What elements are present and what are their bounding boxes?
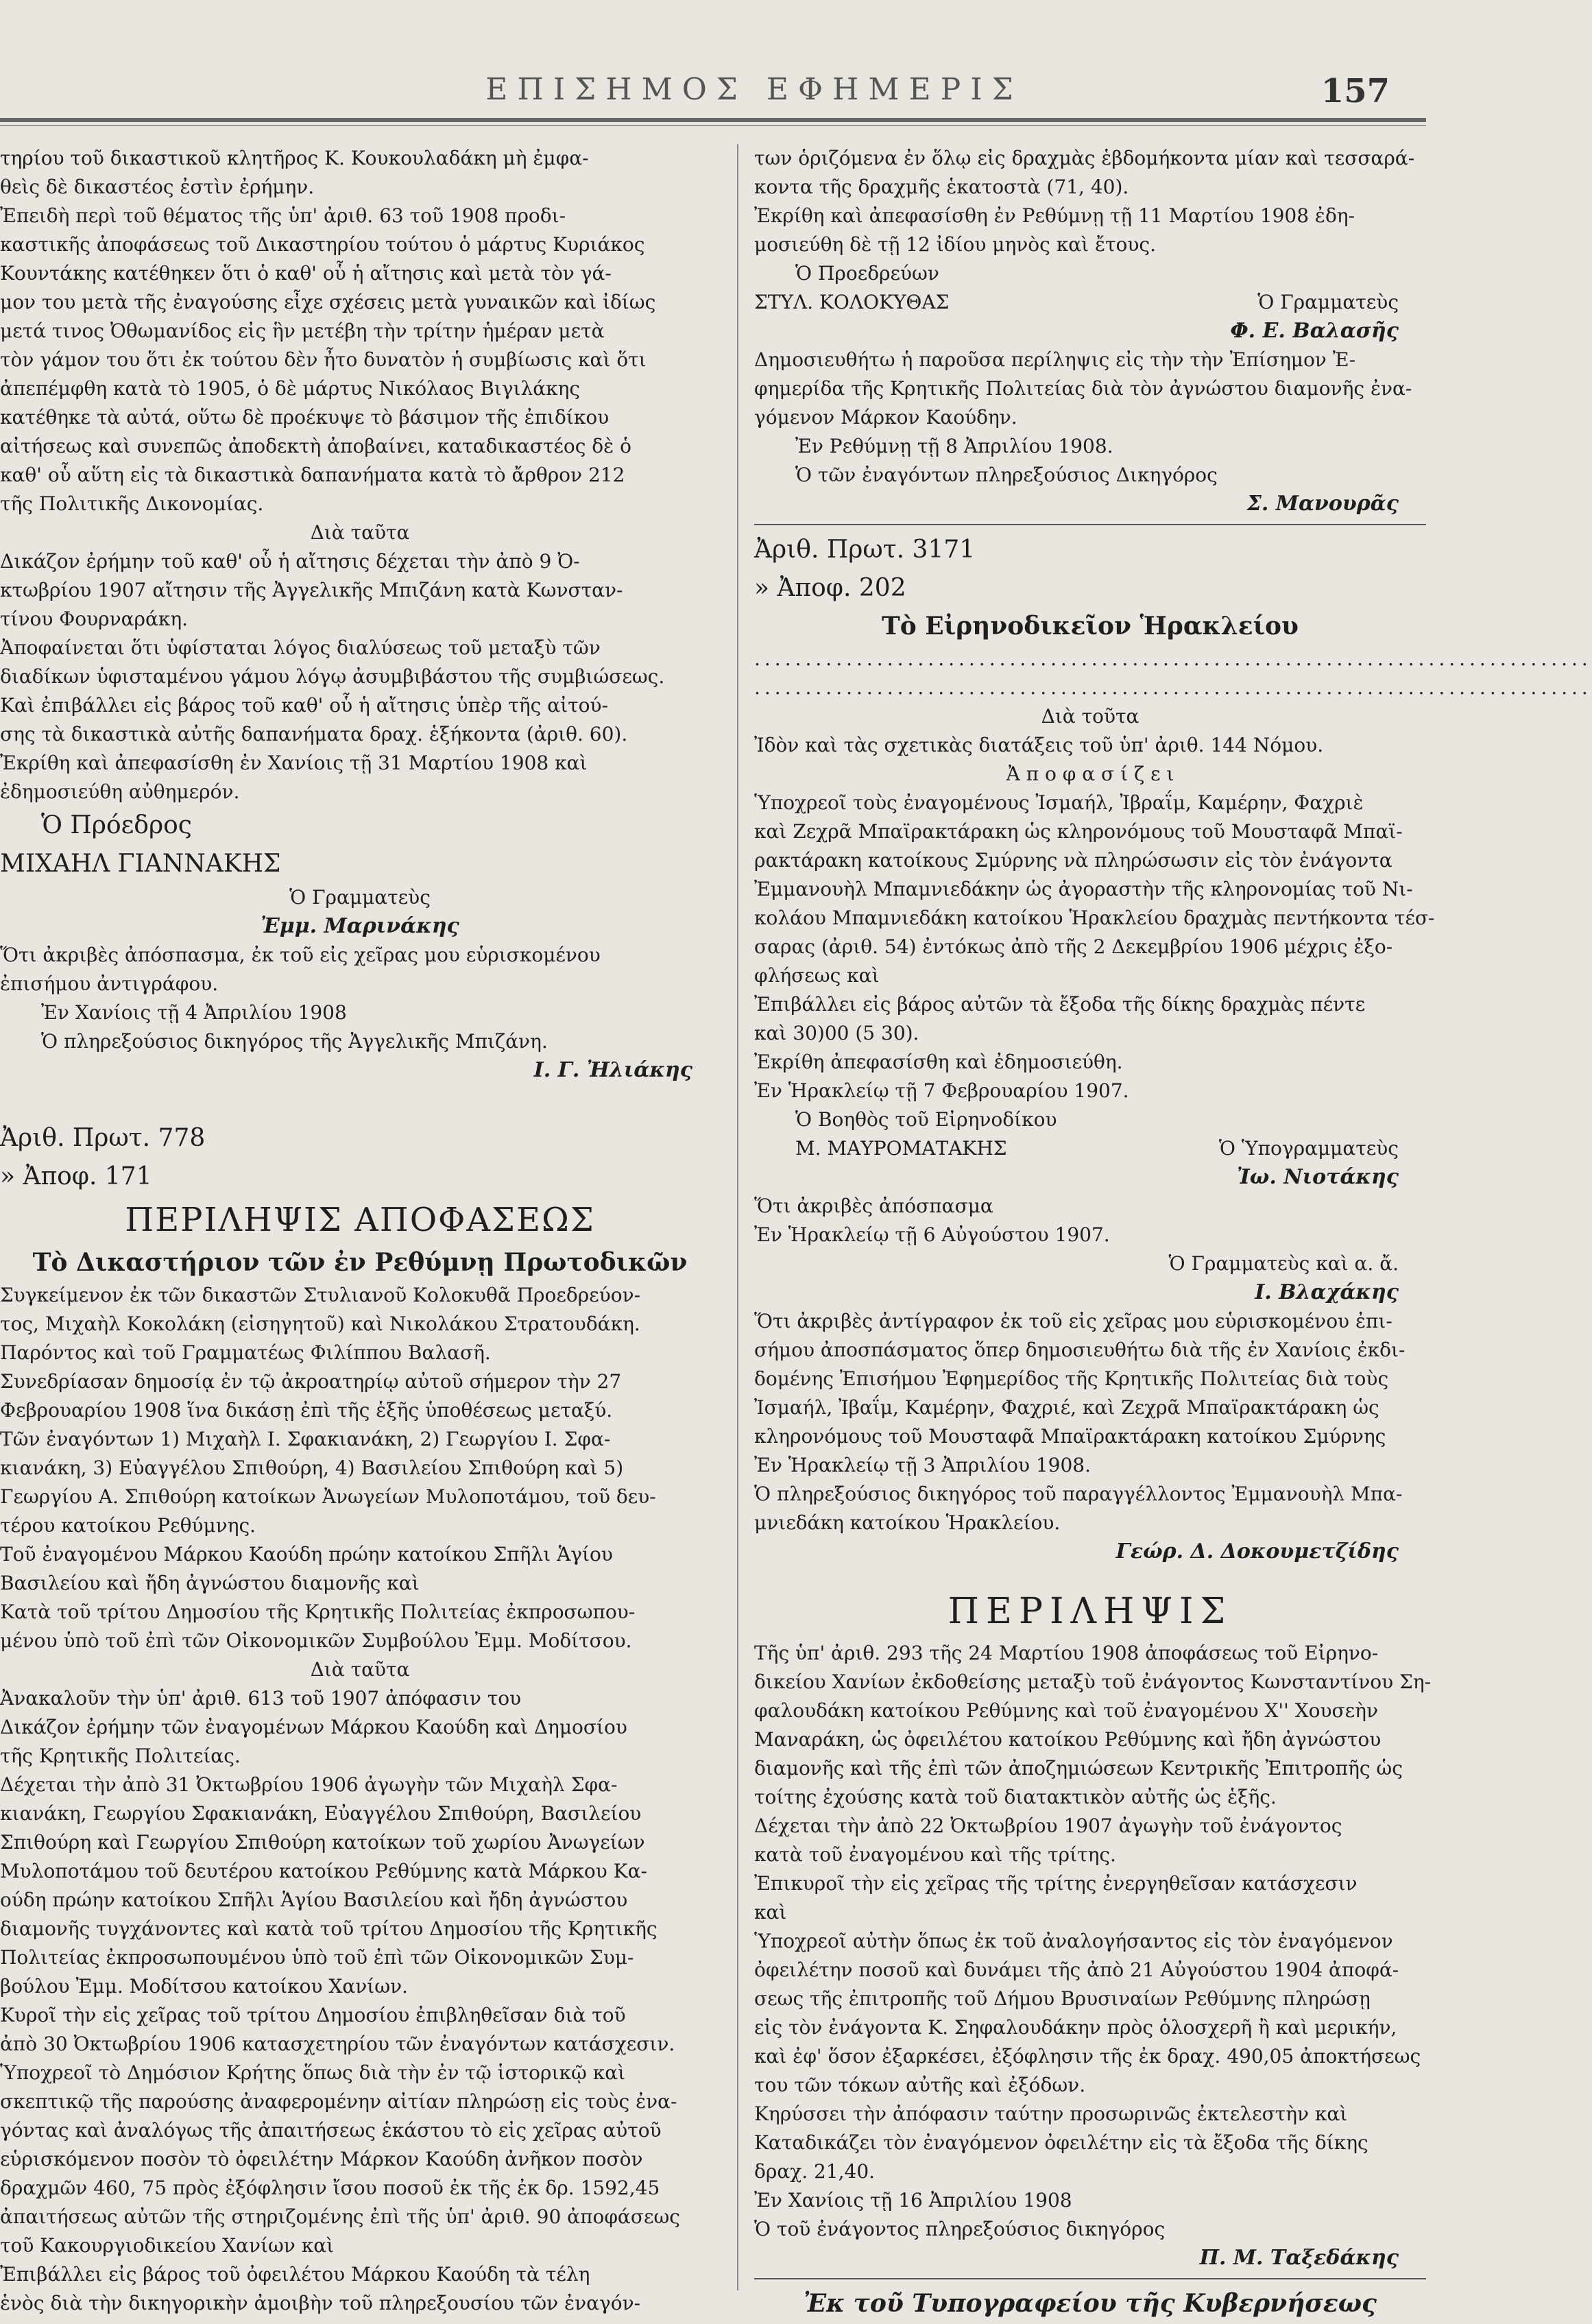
text-line: κατέθηκε τὰ αὐτά, οὕτω δὲ προέκυψε τὸ βάσιμον τῆς ἐπιδίκου [0,406,610,429]
text-line: Ἐν Ἡρακλείῳ τῇ 7 Φεβρουαρίου 1907. [754,1079,1129,1102]
text-line: Ἐπικυροῖ τὴν εἰς χεῖρας τῆς τρίτης ἐνεργηθεῖσαν κατάσχεσιν [754,1872,1358,1895]
text-line: Καταδικάζει τὸν ἐναγόμενον ὀφειλέτην εἰς τὰ ἔξοδα τῆς δίκης [754,2131,1368,2154]
text-line: Τῆς ὑπ' ἀριθ. 293 τῆς 24 Μαρτίου 1908 ἀποφάσεως τοῦ Εἰρηνο- [754,1642,1379,1664]
text-line: εἰς τὸν ἐνάγοντα Κ. Σηφαλουδάκην πρὸς ὁλοσχερῆ ἢ καὶ μερικήν, [754,2016,1397,2039]
text-line: φαλουδάκη κατοίκου Ρεθύμνης καὶ τοῦ ἐναγομένου Χ'' Χουσεὴν [754,1699,1378,1722]
secretary-signature: Φ. Ε. Βαλασῆς [1230,319,1399,343]
text-line: Δικάζον ἐρήμην τῶν ἐναγομένων Μάρκου Καούδη καὶ Δημοσίου [0,1716,627,1738]
lawyer-signature: Ι. Γ. Ἠλιάκης [533,1058,692,1082]
text-line: ἐπισήμου ἀντιγράφου. [0,972,219,995]
text-line: Συγκείμενον ἐκ τῶν δικαστῶν Στυλιανοῦ Κολοκυθᾶ Προεδρεύον- [0,1284,641,1306]
text-line: Ἐκρίθη καὶ ἀπεφασίσθη ἐν Χανίοις τῇ 31 Μαρτίου 1908 καὶ [0,752,588,774]
section-dia-tauta: Διὰ ταῦτα [310,1658,410,1681]
lawyer-line: Ὁ πληρεξούσιος δικηγόρος τῆς Ἀγγελικῆς Μπιζάνη. [41,1030,548,1053]
ellipsis-line: .................................................................................. [754,676,1592,699]
text-line: Βασιλείου καὶ ἤδη ἀγνώστου διαμονῆς καὶ [0,1572,420,1594]
text-line: μον του μετὰ τῆς ἐναγούσης εἶχε σχέσεις μετὰ γυναικῶν καὶ ἰδίως [0,291,656,313]
text-line: Ὑποχρεοῖ αὐτὴν ὅπως ἐκ τοῦ ἀναλογήσαντος εἰς τὸν ἐναγόμενον [754,1930,1393,1952]
text-line: Ἐπιβάλλει εἰς βάρος τοῦ ὀφειλέτου Μάρκου Καούδη τὰ τέλη [0,2263,590,2286]
header-rule [0,118,1426,122]
text-line: μοσιεύθη δὲ τῇ 12 ἰδίου μηνὸς καὶ ἔτους. [754,233,1156,256]
president-title: Ὁ Προεδρεύων [795,262,939,285]
text-line: ρακτάρακη κατοίκους Σμύρνης νὰ πληρώσωσιν εἰς τὸν ἐνάγοντα [754,849,1392,872]
court-name: Τὸ Δικαστήριον τῶν ἐν Ρεθύμνῃ Πρωτοδικῶν [32,1248,688,1277]
text-line: τὸν γάμον του ὅτι ἐκ τούτου δὲν ἦτο δυνατὸν ἡ συμβίωσις καὶ ὅτι [0,348,647,371]
text-line: Ἀποφαίνεται ὅτι ὑφίσταται λόγος διαλύσεως τοῦ μεταξὺ τῶν [0,636,601,659]
paragraph [754,1639,1432,2244]
text-line: τοῦ Κακουργιοδικείου Χανίων καὶ [0,2234,335,2257]
president-name: ΜΙΧΑΗΛ ΓΙΑΝΝΑΚΗΣ [0,850,281,878]
text-line: τῆς Κρητικῆς Πολιτείας. [0,1745,241,1767]
text-line: καστικῆς ἀποφάσεως τοῦ Δικαστηρίου τούτου ὁ μάρτυς Κυριάκος [0,233,645,256]
text-line: κληρονόμους τοῦ Μουσταφᾶ Μπαϊρακτάρακη κατοίκου Σμύρνης [754,1425,1386,1448]
text-line: Ἐμμανουὴλ Μπαμνιεδάκην ὡς ἀγοραστὴν τῆς κληρονομίας τοῦ Νι- [754,878,1413,900]
text-line: Ἰσμαήλ, Ἰβαΐμ, Καμέρην, Φαχριέ, καὶ Ζεχρᾶ Μπαϊρακτάρακη ὡς [754,1396,1379,1419]
paragraph [0,1281,720,1655]
text-line: τῆς Πολιτικῆς Δικονομίας. [0,492,264,515]
text-line: Ἐν Ἡρακλείῳ τῇ 3 Ἀπριλίου 1908. [754,1454,1092,1476]
text-line: των ὁριζόμενα ἐν ὅλῳ εἰς δραχμὰς ἑβδομήκοντα μίαν καὶ τεσσαρά- [754,147,1415,169]
text-line: διαδίκων ὑφισταμένου γάμου λόγῳ ἀσυμβιβάστου τῆς συμβιώσεως. [0,665,665,688]
text-line: ἀπαιτήσεως αὐτῶν τῆς στηριζομένης ἐπὶ τῆς ὑπ' ἀριθ. 90 ἀποφάσεως [0,2205,680,2228]
lawyer-line: Ὁ τῶν ἐναγόντων πληρεξούσιος Δικηγόρος [795,464,1218,486]
text-line: του τῶν τόκων αὐτῆς καὶ ἐξόδων. [754,2074,1086,2096]
text-line: Γεωργίου Α. Σπιθούρη κατοίκων Ἀνωγείων Μυλοποτάμου, τοῦ δευ- [0,1485,656,1508]
paragraph [754,144,1426,259]
text-line: αἰτήσεως καὶ συνεπῶς ἀποδεκτὴ ἀποβαίνει, καταδικαστέος δὲ ὁ [0,435,631,457]
text-line: Ὁ πληρεξούσιος δικηγόρος τοῦ παραγγέλλοντος Ἐμμανουὴλ Μπα- [754,1483,1403,1505]
text-line: τος, Μιχαὴλ Κοκολάκη (εἰσηγητοῦ) καὶ Νικολάκου Στρατουδάκη. [0,1313,640,1335]
section-title: ΠΕΡΙΛΗΨΙΣ ΑΠΟΦΑΣΕΩΣ [125,1201,595,1239]
text-line: Καὶ ἐπιβάλλει εἰς βάρος τοῦ καθ' οὗ ἡ αἴτησις ὑπὲρ τῆς αἰτού- [0,694,608,717]
text-line: ἀπεπέμφθη κατὰ τὸ 1905, ὁ δὲ μάρτυς Νικόλαος Βιγιλάκης [0,377,581,400]
text-line: τηρίου τοῦ δικαστικοῦ κλητῆρος Κ. Κουκουλαδάκη μὴ ἐμφα- [0,147,589,169]
text-line: Τῶν ἐναγόντων 1) Μιχαὴλ Ι. Σφακιανάκη, 2) Γεωργίου Ι. Σφα- [0,1428,611,1450]
left-column [0,144,720,2318]
paragraph [754,789,1435,1105]
secretary-title: Ὁ Γραμματεὺς [1257,291,1399,313]
text-line: Ὅτι ἀκριβὲς ἀπόσπασμα, ἐκ τοῦ εἰς χεῖρας μου εὑρισκομένου [0,944,601,966]
section-apofasizei: Ἀ π ο φ α σ ί ζ ε ι [1006,763,1174,785]
text-line: Ἐν Χανίοις τῇ 16 Ἀπριλίου 1908 [754,2189,1072,2212]
header-rule-thin [0,125,1426,126]
text-line: μετά τινος Ὀθωμανίδος εἰς ἣν μετέβη τὴν τρίτην ἡμέραν μετὰ [0,320,605,342]
secretary-signature: Ἐμμ. Μαρινάκης [261,914,459,938]
gazette-title: ΕΠΙΣΗΜΟΣ ΕΦΗΜΕΡΙΣ [485,72,1023,107]
text-line: δικείου Χανίων ἐκδοθείσης μεταξὺ τοῦ ἐνάγοντος Κωνσταντίνου Ση- [754,1670,1432,1693]
text-line: Ἐκρίθη καὶ ἀπεφασίσθη ἐν Ρεθύμνῃ τῇ 11 Μαρτίου 1908 ἐδη- [754,204,1355,227]
section-dia-tauta: Διὰ ταῦτα [310,521,410,544]
text-line: Ἐπειδὴ περὶ τοῦ θέματος τῆς ὑπ' ἀριθ. 63 τοῦ 1908 προδι- [0,204,566,227]
text-line: κιανάκη, 3) Εὐαγγέλου Σπιθούρη, 4) Βασιλείου Σπιθούρη καὶ 5) [0,1457,624,1479]
text-line: Μυλοποτάμου τοῦ δευτέρου κατοίκου Ρεθύμνης κατὰ Μάρκου Κα- [0,1860,647,1882]
text-line: καὶ Ζεχρᾶ Μπαϊρακτάρακη ὡς κληρονόμους τοῦ Μουσταφᾶ Μπαϊ- [754,820,1403,843]
lawyer-signature: Γεώρ. Δ. Δοκουμετζίδης [1115,1540,1399,1564]
text-line: σκεπτικῷ τῆς παρούσης ἀναφερομένην αἰτίαν πληρώσῃ εἰς τοὺς ἐνα- [0,2090,677,2113]
text-line: διαμονῆς καὶ τῆς ἐπὶ τῶν ἀποζημιώσεων Κεντρικῆς Ἐπιτροπῆς ὡς [754,1757,1403,1780]
text-line: καὶ 30)00 (5 30). [754,1022,919,1044]
text-line: σης τὰ δικαστικὰ αὐτῆς δαπανήματα δραχ. ἑξήκοντα (ἀριθ. 60). [0,723,628,745]
text-line: κατὰ τοῦ ἐναγομένου καὶ τῆς τρίτης. [754,1843,1116,1866]
section-dia-touta: Διὰ τοῦτα [1041,705,1139,728]
text-line: εὑρισκόμενον ποσὸν τὸ ὀφειλέτην Μάρκον Καούδη ἀνῆκον ποσὸν [0,2148,643,2170]
text-line: Μαναράκη, ὡς ὀφειλέτου κατοίκου Ρεθύμνης καὶ ἤδη ἀγνώστου [754,1728,1382,1751]
text-line: ἀπὸ 30 Ὀκτωβρίου 1906 κατασχετηρίου τῶν ἐναγόντων κατάσχεσιν. [0,2033,675,2055]
text-line: ὀφειλέτην ποσοῦ καὶ δυνάμει τῆς ἀπὸ 21 Αὐγούστου 1904 ἀποφά- [754,1958,1399,1981]
text-line: Ἐν Ἡρακλείῳ τῇ 6 Αὐγούστου 1907. [754,1223,1110,1246]
text-line: τοίτης ἐχούσης κατὰ τοῦ διατακτικὸν αὐτῆς ὡς ἑξῆς. [754,1786,1277,1808]
text-line: κτωβρίου 1907 αἴτησιν τῆς Ἀγγελικῆς Μπιζάνη κατὰ Κωνσταν- [0,579,623,601]
section-title: ΠΕΡΙΛΗΨΙΣ [948,1591,1233,1632]
text-line: ἐδημοσιεύθη αὐθημερόν. [0,780,240,803]
text-line: κολάου Μπαμνιεδάκη κατοίκου Ἡρακλείου δραχμὰς πεντήκοντα τέσ- [754,907,1435,929]
separator [754,2278,1426,2279]
law-reference: Ἰδὸν καὶ τὰς σχετικὰς διατάξεις τοῦ ὑπ' ἀριθ. 144 Νόμου. [754,734,1324,756]
paragraph [0,547,720,806]
under-secretary-title: Ὁ Ὑπογραμματεὺς [1218,1137,1399,1160]
text-line: Ὅτι ἀκριβὲς ἀπόσπασμα [754,1195,993,1217]
text-line: ούδη πρώην κατοίκου Σπῆλι Ἁγίου Βασιλείου καὶ ἤδη ἀγνώστου [0,1889,628,1911]
text-line: Κουντάκης κατέθηκεν ὅτι ὁ καθ' οὗ ἡ αἴτησις καὶ μετὰ τὸν γά- [0,262,612,285]
text-line: Κατὰ τοῦ τρίτου Δημοσίου τῆς Κρητικῆς Πολιτείας ἐκπροσωπου- [0,1601,636,1623]
text-line: βούλου Ἐμμ. Μοδίτσου κατοίκου Χανίων. [0,1975,409,1998]
text-line: σεως τῆς ἐπιτροπῆς τοῦ Δήμου Βρυσιναίων Ρεθύμνης πληρώσῃ [754,1987,1371,2010]
signature-row [754,288,1426,317]
date-line: Ἐν Χανίοις τῇ 4 Ἀπριλίου 1908 [41,1001,347,1024]
page-number: 157 [1320,72,1390,110]
text-line: καὶ [754,1901,787,1924]
secretary-title: Ὁ Γραμματεὺς [289,886,431,909]
text-line: τέρου κατοίκου Ρεθύμνης. [0,1514,256,1537]
deputy-name: Μ. ΜΑΥΡΟΜΑΤΑΚΗΣ [795,1137,1007,1160]
text-line: Πολιτείας ἐκπροσωπουμένου ὑπὸ τοῦ ἐπὶ τῶν Οἰκονομικῶν Συμ- [0,1946,634,1969]
court-name: Τὸ Εἰρηνοδικεῖον Ἡρακλείου [881,612,1299,640]
decision-number: » Ἀποφ. 202 [754,574,906,602]
text-line: τίνου Φουρναράκη. [0,608,189,630]
text-line: κιανάκη, Γεωργίου Σφακιανάκη, Εὐαγγέλου Σπιθούρη, Βασιλείου [0,1802,642,1825]
paragraph [754,346,1426,432]
text-line: δομένης Ἐπισήμου Ἐφημερίδος τῆς Κρητικῆς Πολιτείας διὰ τοὺς [754,1367,1389,1390]
text-line: Δέχεται τὴν ἀπὸ 31 Ὀκτωβρίου 1906 ἀγωγὴν τῶν Μιχαὴλ Σφα- [0,1773,618,1796]
date-line: Ἐν Ρεθύμνῃ τῇ 8 Ἀπριλίου 1908. [795,435,1113,457]
text-line: διαμονῆς τυγχάνοντες καὶ κατὰ τοῦ τρίτου Δημοσίου τῆς Κρητικῆς [0,1917,658,1940]
lawyer-signature: Σ. Μανουρᾶς [1246,492,1399,516]
text-line: Ὑποχρεοῖ τοὺς ἐναγομένους Ἰσμαήλ, Ἰβραΐμ, Καμέρην, Φαχριὲ [754,791,1364,814]
text-line: φλήσεως καὶ [754,964,880,987]
text-line: Κηρύσσει τὴν ἀπόφασιν ταύτην προσωρινῶς ἐκτελεστὴν καὶ [754,2103,1348,2125]
text-line: Συνεδρίασαν δημοσίᾳ ἐν τῷ ἀκροατηρίῳ αὐτοῦ σήμερον τὴν 27 [0,1370,622,1393]
text-line: καὶ ἐφ' ὅσον ἐξαρκέσει, ἐξόφλησιν τῆς ἐκ δραχ. 490,05 ἀποκτήσεως [754,2045,1421,2068]
text-line: κοντα τῆς δραχμῆς ἑκατοστὰ (71, 40). [754,176,1129,198]
text-line: Τοῦ ἐναγομένου Μάρκου Καούδη πρώην κατοίκου Σπῆλι Ἁγίου [0,1543,613,1566]
paragraph [754,1307,1426,1537]
text-line: μένου ὑπὸ τοῦ ἐπὶ τῶν Οἰκονομικῶν Συμβούλου Ἐμμ. Μοδίτσου. [0,1629,632,1652]
signature-row [754,1134,1426,1163]
protocol-number: Ἀριθ. Πρωτ. 3171 [754,536,976,564]
paragraph [0,1684,720,2318]
text-line: Δικάζον ἐρήμην τοῦ καθ' οὗ ἡ αἴτησις δέχεται τὴν ἀπὸ 9 Ὀ- [0,550,580,573]
text-line: σαρας (ἀριθ. 54) ἐντόκως ἀπὸ τῆς 2 Δεκεμβρίου 1906 μέχρις ἐξο- [754,935,1393,958]
separator [754,524,1426,525]
text-line: Ὅτι ἀκριβὲς ἀντίγραφον ἐκ τοῦ εἰς χεῖρας μου εὑρισκομένου ἐπι- [754,1310,1392,1332]
text-line: γόμενον Μάρκον Καούδην. [754,406,1017,429]
column-divider [737,144,738,2290]
text-line: ἑνὸς διὰ τὴν δικηγορικὴν ἀμοιβὴν τοῦ πληρεξουσίου τῶν ἐναγόν- [0,2292,641,2314]
text-line: γόντας καὶ ἀναλόγως τῆς ἀπαιτήσεως ἑκάστου τὸ εἰς χεῖρας αὐτοῦ [0,2119,662,2142]
right-column [754,144,1592,2322]
president-title: Ὁ Πρόεδρος [41,811,192,839]
printer-footer: Ἐκ τοῦ Τυπογραφείου τῆς Κυβερνήσεως [804,2289,1377,2318]
decision-number: » Ἀποφ. 171 [0,1162,152,1190]
under-secretary-signature: Ἰω. Νιοτάκης [1236,1165,1399,1189]
secretary-signature: Ι. Βλαχάκης [1255,1280,1399,1304]
text-line: Ἐπιβάλλει εἰς βάρος αὐτῶν τὰ ἔξοδα τῆς δίκης δραχμὰς πέντε [754,993,1366,1016]
text-line: σήμου ἀποσπάσματος ὅπερ δημοσιευθήτω διὰ τῆς ἐν Χανίοις ἐκδι- [754,1339,1406,1361]
text-line: Ὑποχρεοῖ τὸ Δημόσιον Κρήτης ὅπως διὰ τὴν ἐν τῷ ἱστορικῷ καὶ [0,2061,626,2084]
paragraph [0,144,720,518]
protocol-number: Ἀριθ. Πρωτ. 778 [0,1124,206,1152]
text-line: Φεβρουαρίου 1908 ἵνα δικάσῃ ἐπὶ τῆς ἑξῆς ὑποθέσεως μεταξύ. [0,1399,613,1422]
ellipsis-line: .................................................................................. [754,647,1592,670]
page-header [0,72,1534,141]
text-line: Δημοσιευθήτω ἡ παροῦσα περίληψις εἰς τὴν τὴν Ἐπίσημον Ἐ- [754,348,1356,371]
text-line: δραχμῶν 460, 75 πρὸς ἐξόφλησιν ἴσου ποσοῦ ἐκ τῆς ἐκ δρ. 1592,45 [0,2177,660,2199]
text-line: Δέχεται τὴν ἀπὸ 22 Ὀκτωβρίου 1907 ἀγωγὴν τοῦ ἐνάγοντος [754,1814,1342,1837]
text-line: δραχ. 21,40. [754,2160,876,2183]
text-line: φημερίδα τῆς Κρητικῆς Πολιτείας διὰ τὸν ἀγνώστου διαμονῆς ἐνα- [754,377,1412,400]
text-line: Σπιθούρη καὶ Γεωργίου Σπιθούρη κατοίκων τοῦ χωρίου Ἀνωγείων [0,1831,645,1854]
text-line: θεὶς δὲ δικαστέος ἐστὶν ἐρήμην. [0,176,315,198]
text-line: Κυροῖ τὴν εἰς χεῖρας τοῦ τρίτου Δημοσίου ἐπιβληθεῖσαν διὰ τοῦ [0,2004,626,2026]
text-line: Ἀνακαλοῦν τὴν ὑπ' ἀριθ. 613 τοῦ 1907 ἀπόφασιν του [0,1687,522,1710]
text-line: Ἐκρίθη ἀπεφασίσθη καὶ ἐδημοσιεύθη. [754,1051,1123,1073]
text-line: καθ' οὗ αὕτη εἰς τὰ δικαστικὰ δαπανήματα κατὰ τὸ ἄρθρον 212 [0,464,625,486]
text-line: μνιεδάκη κατοίκου Ἡρακλείου. [754,1511,1061,1534]
deputy-title: Ὁ Βοηθὸς τοῦ Εἰρηνοδίκου [795,1108,1057,1131]
lawyer-signature: Π. Μ. Ταξεδάκης [1199,2246,1399,2270]
text-line: Ὁ τοῦ ἐνάγοντος πληρεξούσιος δικηγόρος [754,2218,1166,2240]
president-name: ΣΤΥΛ. ΚΟΛΟΚΥΘΑΣ [754,291,950,313]
secretary-title: Ὁ Γραμματεὺς καὶ α. ἄ. [1168,1252,1399,1275]
text-line: Παρόντος καὶ τοῦ Γραμματέως Φιλίππου Βαλασῆ. [0,1341,491,1364]
